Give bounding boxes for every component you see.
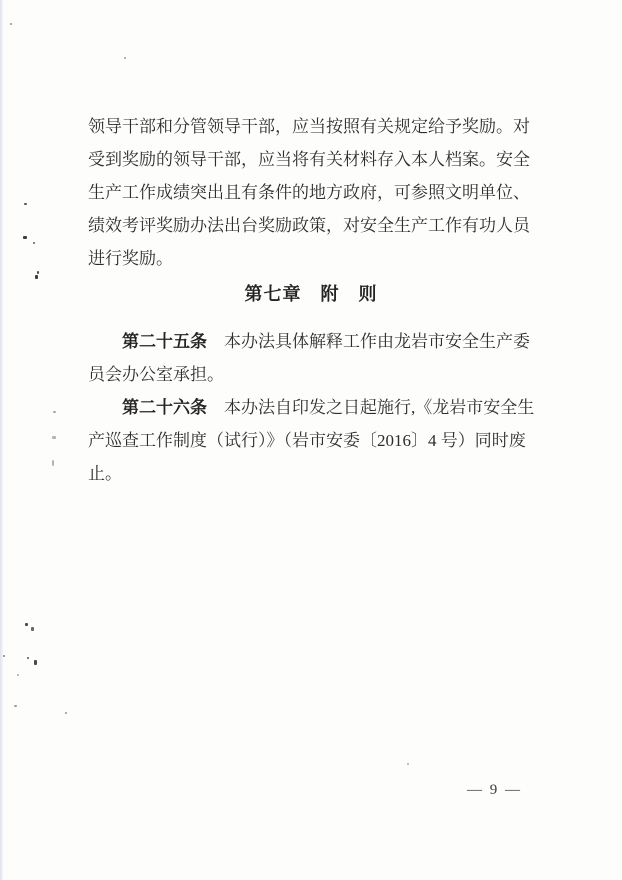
article-25 [88,325,534,391]
ink-speck [25,623,28,626]
body-text-line: 受到奖励的领导干部，应当将有关材料存入本人档案。安全 [88,150,530,169]
article-26-text: 本办法自印发之日起施行,《龙岩市安全生 [207,398,535,417]
ink-speck [52,436,56,439]
ink-speck [35,275,38,279]
ink-speck [34,660,37,665]
ink-speck [37,271,39,274]
body-text-line: 员会办公室承担。 [88,365,224,384]
ink-speck [52,460,54,466]
ink-speck [24,203,27,205]
ink-speck [31,627,34,631]
chapter-heading: 第七章 附 则 [244,284,378,304]
body-text-line: 止。 [88,464,122,483]
article-26 [88,391,534,490]
ink-speck [27,657,29,659]
ink-speck [407,763,409,765]
paragraph-continuation [88,110,534,275]
ink-speck [17,674,19,676]
ink-speck [23,236,27,239]
ink-speck [14,705,17,707]
scan-edge-shadow [0,0,3,880]
body-text-line [88,391,534,424]
article-25-number: 第二十五条 [122,332,207,351]
body-text-line: 生产工作成绩突出且有条件的地方政府，可参照文明单位、 [88,183,530,202]
ink-speck [10,23,12,25]
body-text-line: 产巡查工作制度（试行）》（岩市安委〔2016〕4 号）同时废 [88,431,526,450]
ink-speck [124,57,126,59]
page-number: — 9 — [467,782,522,798]
body-text-line [88,325,534,358]
body-text-line: 绩效考评奖励办法出台奖励政策，对安全生产工作有功人员 [88,216,530,235]
ink-speck [65,712,67,714]
ink-speck [33,242,35,244]
article-26-number: 第二十六条 [122,398,207,417]
article-25-text: 本办法具体解释工作由龙岩市安全生产委 [207,332,530,351]
ink-speck [3,655,5,657]
body-text-line: 领导干部和分管领导干部，应当按照有关规定给予奖励。对 [88,117,530,136]
body-text-line: 进行奖励。 [88,249,173,268]
ink-speck [53,411,56,413]
